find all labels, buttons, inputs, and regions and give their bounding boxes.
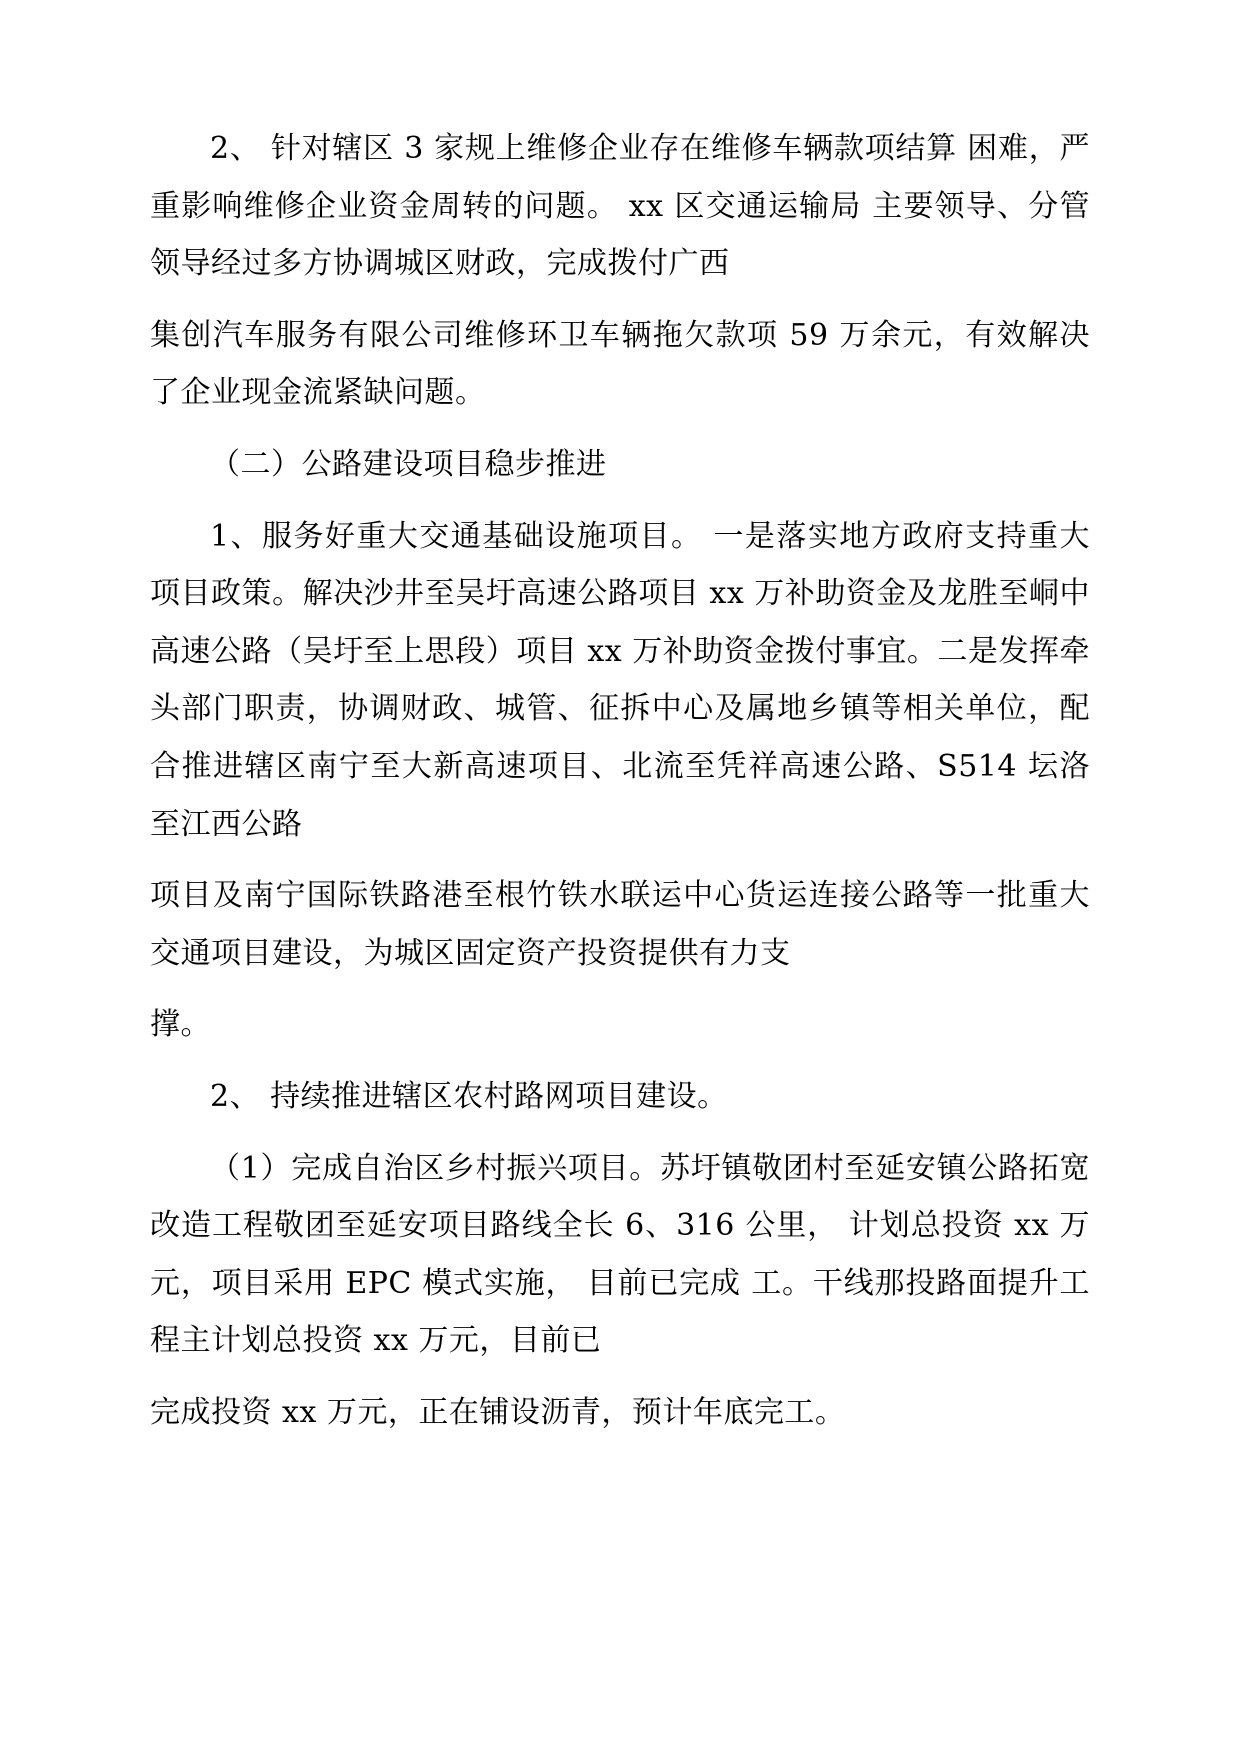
- paragraph: （1）完成自治区乡村振兴项目。苏圩镇敬团村至延安镇公路拓宽改造工程敬团至延安项目路线全长 6、316 公里， 计划总投资 xx 万元，项目采用 EPC 模式实施， 目前已完成 工。干线那投路面提升工程主计划总投资 xx 万元，目前已: [150, 1150, 1090, 1359]
- paragraph: 集创汽车服务有限公司维修环卫车辆拖欠款项 59 万余元，有效解决了企业现金流紧缺问题。: [150, 317, 1090, 411]
- paragraph: 2、 持续推进辖区农村路网项目建设。: [210, 1078, 728, 1114]
- document-body: [150, 120, 1090, 1441]
- paragraph: 1、服务好重大交通基础设施项目。 一是落实地方政府支持重大项目政策。解决沙井至吴圩高速公路项目 xx 万补助资金及龙胜至峒中高速公路（吴圩至上思段）项目 xx 万补助资金拨付事宜。二是发挥牵头部门职责，协调财政、城管、征拆中心及属地乡镇等相关单位，配合推进辖区南宁至大新高速项目、北流至凭祥高速公路、S514 坛洛至江西公路: [150, 518, 1090, 842]
- paragraph: 完成投资 xx 万元，正在铺设沥青，预计年底完工。: [150, 1394, 846, 1430]
- paragraph-heading: （二）公路建设项目稳步推进: [210, 446, 607, 482]
- paragraph: 2、 针对辖区 3 家规上维修企业存在维修车辆款项结算 困难，严重影响维修企业资金周转的问题。 xx 区交通运输局 主要领导、分管领导经过多方协调城区财政，完成拨付广西: [150, 131, 1090, 282]
- paragraph: 项目及南宁国际铁路港至根竹铁水联运中心货运连接公路等一批重大交通项目建设，为城区固定资产投资提供有力支: [150, 878, 1090, 971]
- paragraph: 撑。: [150, 1007, 211, 1043]
